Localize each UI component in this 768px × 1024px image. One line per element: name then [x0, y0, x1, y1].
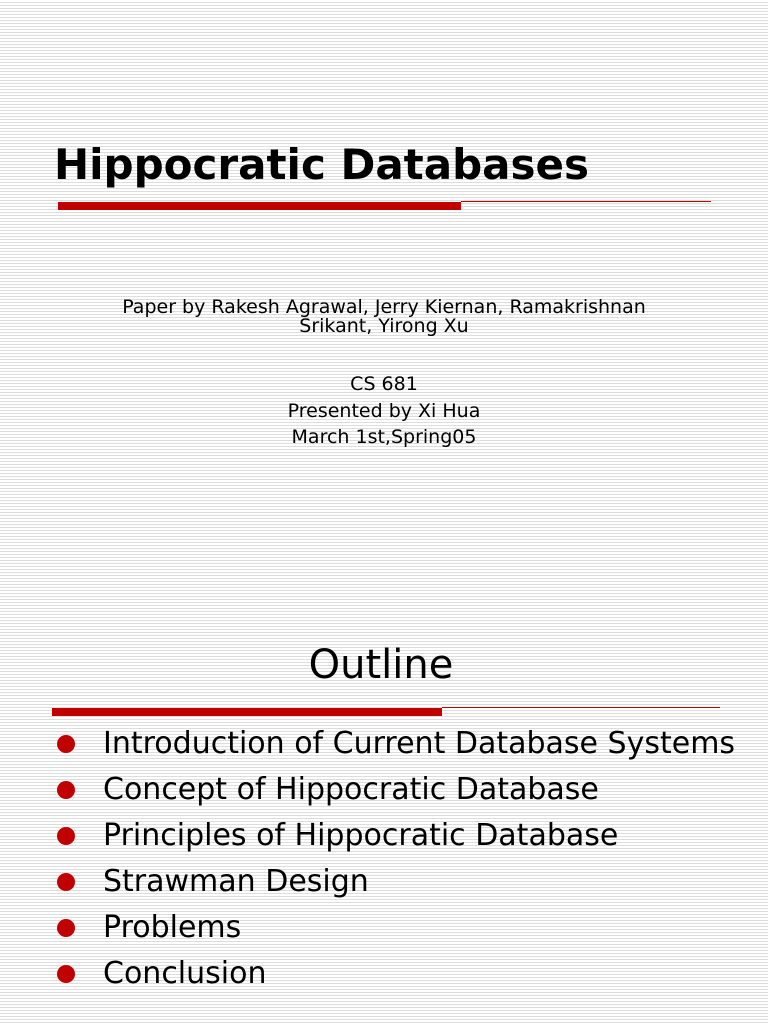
- list-item: [0, 771, 768, 809]
- title-underline-thick: [52, 708, 442, 716]
- author-line: Srikant, Yirong Xu: [299, 315, 469, 337]
- bullet-icon: [57, 827, 75, 845]
- outline-list: [0, 725, 768, 1001]
- presenter-label: Presented by Xi Hua: [287, 399, 481, 422]
- list-item: [0, 817, 768, 855]
- author-line: Paper by Rakesh Agrawal, Jerry Kiernan, Ramakrishnan: [122, 296, 646, 318]
- date-label: March 1st,Spring05: [291, 426, 477, 448]
- outline-slide: [0, 620, 768, 1024]
- title-underline-thick: [58, 202, 461, 210]
- list-item-text: Principles of Hippocratic Database: [103, 818, 619, 853]
- list-item: [0, 725, 768, 763]
- bullet-icon: [57, 873, 75, 891]
- list-item-text: Conclusion: [103, 956, 267, 991]
- title-underline-thin: [442, 707, 720, 708]
- slide-title: Hippocratic Databases: [54, 140, 589, 189]
- list-item: [0, 909, 768, 947]
- bullet-icon: [57, 919, 75, 937]
- list-item: [0, 955, 768, 993]
- course-label: CS 681: [350, 373, 418, 395]
- author-block: [0, 296, 768, 338]
- title-slide: [0, 0, 768, 500]
- list-item-text: Concept of Hippocratic Database: [103, 772, 599, 807]
- presentation-info: [0, 371, 768, 451]
- list-item-text: Strawman Design: [103, 864, 369, 899]
- bullet-icon: [57, 781, 75, 799]
- list-item-text: Introduction of Current Database Systems: [103, 726, 736, 761]
- bullet-icon: [57, 735, 75, 753]
- title-underline-thin: [461, 201, 711, 202]
- slide-title: Outline: [308, 642, 454, 688]
- list-item-text: Problems: [103, 910, 242, 945]
- bullet-icon: [57, 965, 75, 983]
- list-item: [0, 863, 768, 901]
